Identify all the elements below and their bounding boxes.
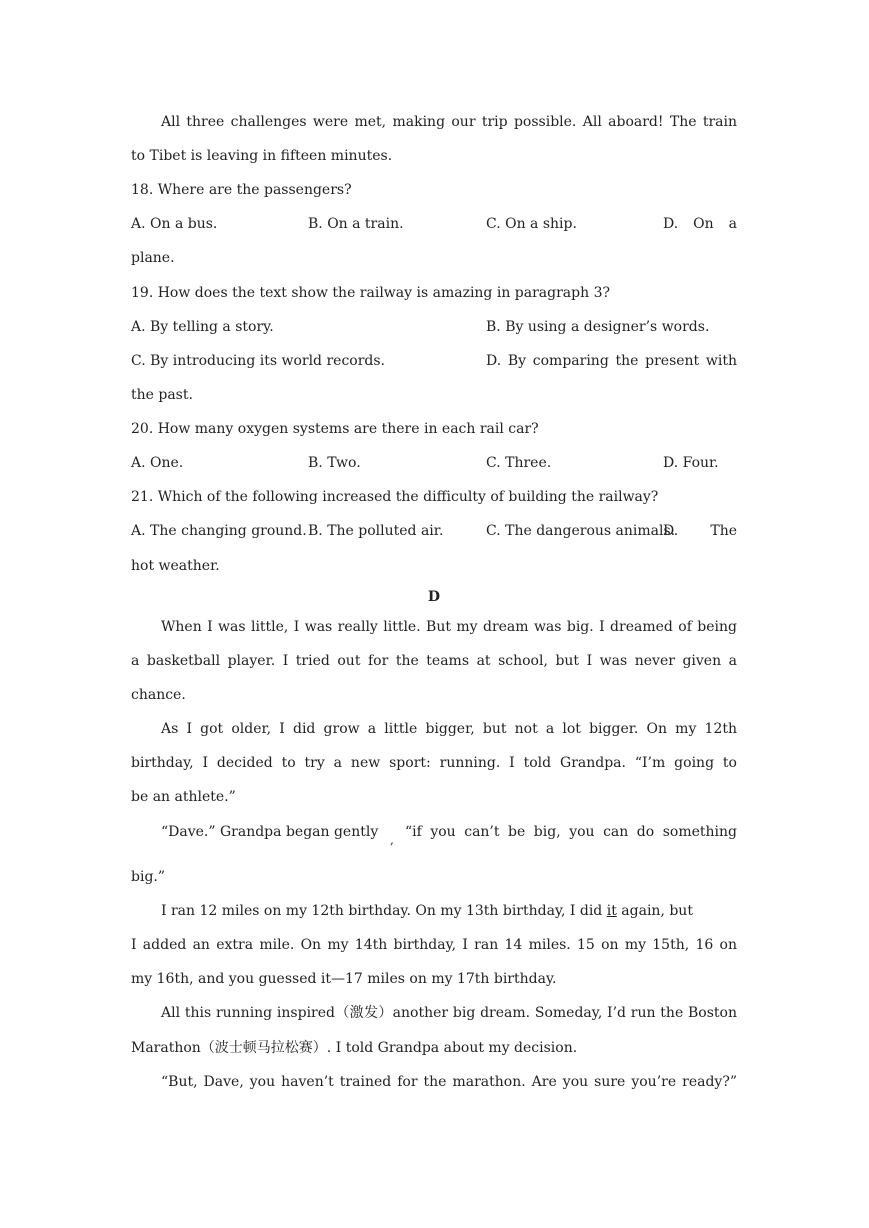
passage-d-line: “if you can’t be big, you can do something xyxy=(405,824,737,840)
q19-option-b: B. By using a designer’s words. xyxy=(486,319,710,335)
q20-option-a: A. One. xyxy=(131,455,184,471)
passage-d-heading: D xyxy=(427,589,441,605)
passage-d-line: big.” xyxy=(131,869,166,885)
question-20-stem: 20. How many oxygen systems are there in each rail car? xyxy=(131,421,539,437)
passage-d-line: All this running inspired（激发）another big dream. Someday, I’d run the Boston xyxy=(161,1005,737,1021)
underlined-word-it: it xyxy=(606,903,617,919)
q20-option-d: D. Four. xyxy=(663,455,719,471)
q21-option-c: C. The dangerous animals. xyxy=(486,523,676,539)
passage-d-line: I added an extra mile. On my 14th birthday, I ran 14 miles. 15 on my 15th, 16 on xyxy=(131,937,737,953)
q19-option-d: D. By comparing the present with xyxy=(486,353,737,369)
q18-option-b: B. On a train. xyxy=(308,216,404,232)
passage-d-line: When I was little, I was really little. But my dream was big. I dreamed of being xyxy=(161,619,737,635)
q20-option-c: C. Three. xyxy=(486,455,552,471)
q18-option-a: A. On a bus. xyxy=(131,216,218,232)
q21-option-b: B. The polluted air. xyxy=(308,523,444,539)
question-19-stem: 19. How does the text show the railway is amazing in paragraph 3? xyxy=(131,285,610,301)
passage-d-line: chance. xyxy=(131,687,186,703)
q20-option-b: B. Two. xyxy=(308,455,361,471)
q18-option-c: C. On a ship. xyxy=(486,216,577,232)
passage-c-line: All three challenges were met, making our trip possible. All aboard! The train xyxy=(161,114,737,130)
q19-option-d-cont: the past. xyxy=(131,387,193,403)
passage-d-line: birthday, I decided to try a new sport: running. I told Grandpa. “I’m going to xyxy=(131,755,737,771)
q21-option-a: A. The changing ground. xyxy=(131,523,307,539)
passage-d-line: I ran 12 miles on my 12th birthday. On my 13th birthday, I did it again, but xyxy=(161,903,693,919)
q19-option-c: C. By introducing its world records. xyxy=(131,353,385,369)
passage-d-line: my 16th, and you guessed it—17 miles on my 17th birthday. xyxy=(131,971,557,987)
question-21-stem: 21. Which of the following increased the difficulty of building the railway? xyxy=(131,489,659,505)
passage-d-line: be an athlete.” xyxy=(131,789,236,805)
q18-option-d: D. On a xyxy=(663,216,737,232)
passage-d-line: As I got older, I did grow a little bigger, but not a lot bigger. On my 12th xyxy=(161,721,737,737)
q18-option-d-cont: plane. xyxy=(131,250,175,266)
q21-option-d: D. The xyxy=(663,523,737,539)
passage-d-line: “Dave.” Grandpa began gently xyxy=(161,824,379,840)
passage-d-line: “But, Dave, you haven’t trained for the marathon. Are you sure you’re ready?” xyxy=(161,1074,737,1090)
passage-c-line: to Tibet is leaving in fifteen minutes. xyxy=(131,148,393,164)
q19-option-a: A. By telling a story. xyxy=(131,319,274,335)
passage-d-comma: , xyxy=(390,833,394,847)
passage-d-line: Marathon（波士顿马拉松赛）. I told Grandpa about my decision. xyxy=(131,1040,578,1056)
question-18-stem: 18. Where are the passengers? xyxy=(131,182,352,198)
q21-option-d-cont: hot weather. xyxy=(131,558,220,574)
passage-d-line: a basketball player. I tried out for the teams at school, but I was never given a xyxy=(131,653,737,669)
